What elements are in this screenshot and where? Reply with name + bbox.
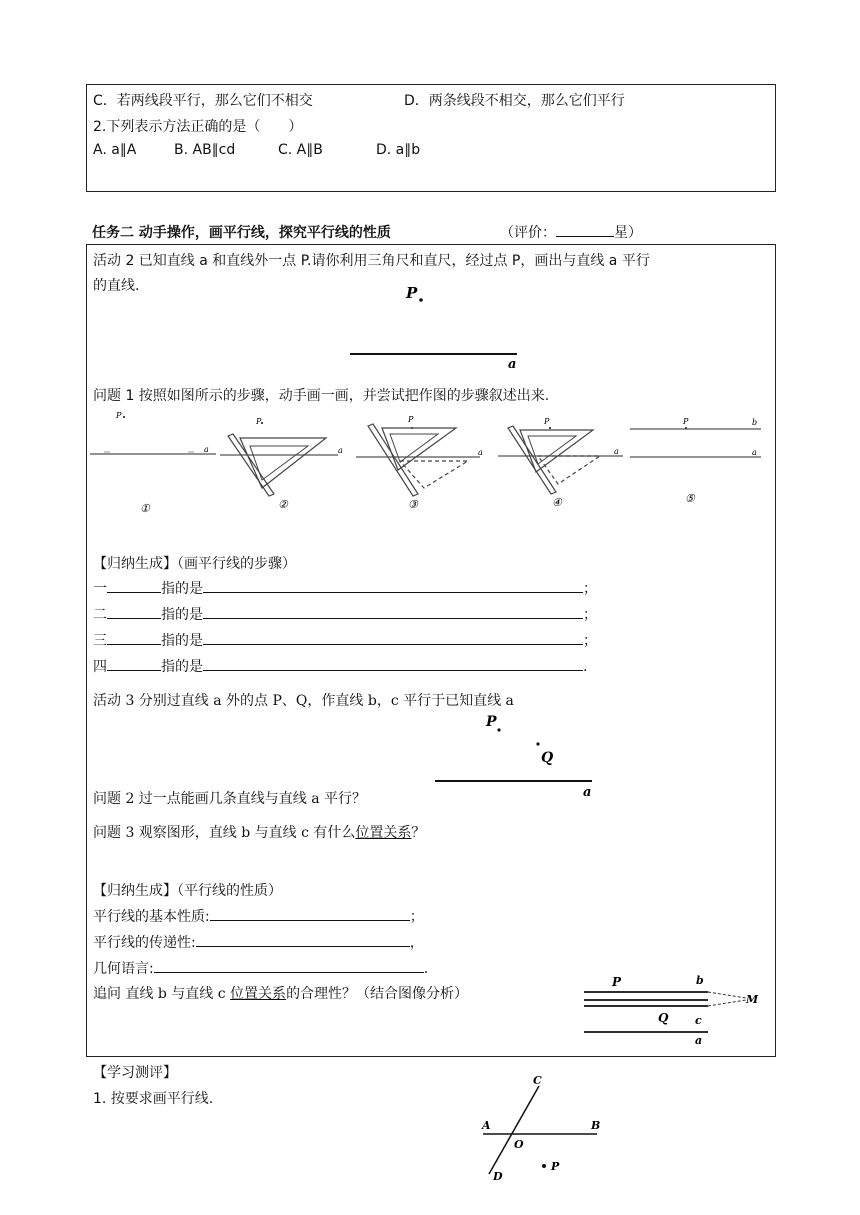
- step-4-figure: [498, 417, 623, 509]
- activity-2-text-cont: 的直线.: [93, 278, 140, 294]
- point-q-label: Q: [541, 750, 554, 766]
- point-q-label: Q: [658, 1011, 669, 1025]
- option-c-text: C．若两线段平行，那么它们不相交: [93, 93, 313, 109]
- step-blank-short[interactable]: [107, 631, 161, 645]
- q3-underlined: 位置关系: [355, 825, 412, 841]
- point-p-label: P: [486, 714, 497, 730]
- summary-1-heading: [93, 553, 296, 573]
- colon: :: [205, 909, 210, 925]
- summary-1-title: 【归纳生成】: [93, 556, 177, 572]
- line-a-label: a: [508, 357, 517, 372]
- line-m-lower: [708, 1000, 746, 1006]
- rating-suffix: 星）: [614, 225, 642, 241]
- colon: :: [149, 961, 154, 977]
- line-b-label: b: [696, 974, 704, 987]
- follow-underlined: 位置关系: [230, 986, 287, 1002]
- step-blank-long[interactable]: [203, 631, 583, 645]
- q2-option-a: A. a∥A: [93, 142, 137, 158]
- q2-option-b: B. AB∥cd: [174, 142, 236, 158]
- property-row-3: [93, 958, 428, 978]
- follow-after: 的合理性？（结合图像分析）: [286, 986, 469, 1002]
- step-1-figure: [90, 411, 216, 515]
- property-blank[interactable]: [210, 907, 410, 921]
- property-end: ；: [409, 909, 424, 925]
- line-cd: [489, 1086, 539, 1174]
- property-row-2: [93, 932, 424, 952]
- step-row-3: [93, 630, 597, 650]
- q3-before: 问题 3 观察图形，直线 b 与直线 c 有什么: [93, 825, 356, 841]
- step-row-end: ；: [583, 581, 597, 597]
- step-row-end: ；: [583, 607, 597, 623]
- svg-text:P: P: [544, 417, 550, 426]
- rating-prefix: （评价：: [500, 225, 556, 241]
- line-m-upper: [708, 992, 746, 998]
- step-row-num: 四: [93, 659, 107, 675]
- svg-text:P: P: [116, 411, 122, 420]
- property-label: 平行线的基本性质: [93, 909, 205, 925]
- step-row-num: 一: [93, 581, 107, 597]
- q2-option-d: D. a∥b: [376, 142, 421, 158]
- step-blank-long[interactable]: [203, 579, 583, 593]
- property-label: 平行线的传递性: [93, 935, 191, 951]
- line-a-label: a: [583, 785, 592, 800]
- point-c-label: C: [533, 1074, 542, 1087]
- step-row-mid: 指的是: [161, 659, 203, 675]
- step-blank-short[interactable]: [107, 657, 161, 671]
- point-a-label: A: [482, 1119, 491, 1132]
- step-blank-long[interactable]: [203, 657, 583, 671]
- step-row-mid: 指的是: [161, 633, 203, 649]
- assessment-q1: 1. 按要求画平行线.: [93, 1091, 214, 1107]
- colon: :: [191, 935, 196, 951]
- line-c-label: c: [695, 1014, 702, 1027]
- step-row-4: [93, 656, 587, 676]
- follow-before: 追问 直线 b 与直线 c: [93, 986, 231, 1002]
- step-row-num: 二: [93, 607, 107, 623]
- assessment-figure: [475, 1072, 615, 1182]
- svg-text:a: a: [478, 448, 483, 457]
- svg-text:a: a: [614, 447, 619, 456]
- property-blank[interactable]: [154, 959, 424, 973]
- point-p: [542, 1164, 546, 1168]
- step-5-figure: [630, 417, 761, 505]
- point-b-label: B: [591, 1119, 601, 1132]
- activity-3-figure: [430, 708, 600, 800]
- point-o-label: O: [514, 1138, 524, 1151]
- option-d-text: D．两条线段不相交，那么它们平行: [404, 93, 625, 109]
- step-4-label: ④: [552, 496, 562, 509]
- step-blank-long[interactable]: [203, 605, 583, 619]
- point-p-label: P: [551, 1160, 560, 1173]
- property-blank[interactable]: [196, 933, 410, 947]
- step-2-figure: [220, 417, 343, 511]
- line-a-label: a: [695, 1034, 703, 1047]
- step-row-mid: 指的是: [161, 581, 203, 597]
- svg-text:P: P: [256, 417, 262, 426]
- steps-figure: [88, 406, 773, 521]
- step-blank-short[interactable]: [107, 605, 161, 619]
- follow-up-figure: [578, 970, 768, 1050]
- property-end: ，: [409, 935, 424, 951]
- step-row-mid: 指的是: [161, 607, 203, 623]
- step-1-label: ①: [140, 502, 150, 515]
- step-5-label: ⑤: [685, 492, 695, 505]
- svg-text:P: P: [683, 417, 689, 426]
- task2-title: 任务二 动手操作，画平行线，探究平行线的性质: [92, 225, 391, 241]
- activity-3-text: 活动 3 分别过直线 a 外的点 P、Q，作直线 b，c 平行于已知直线 a: [93, 693, 514, 709]
- summary-2-subtitle: （平行线的性质）: [177, 883, 282, 899]
- point-m-label: M: [746, 993, 759, 1006]
- point-d-label: D: [493, 1170, 503, 1182]
- task2-rating: [500, 222, 642, 242]
- point-p-label: P: [612, 975, 622, 989]
- q3-after: ？: [411, 825, 426, 841]
- question-1-text: 问题 1 按照如图所示的步骤，动手画一画，并尝试把作图的步骤叙述出来.: [93, 388, 550, 404]
- svg-text:P: P: [408, 415, 414, 424]
- summary-1-subtitle: （画平行线的步骤）: [177, 556, 296, 572]
- step-row-end: .: [583, 659, 588, 675]
- step-row-2: [93, 604, 597, 624]
- summary-2-title: 【归纳生成】: [93, 883, 177, 899]
- step-blank-short[interactable]: [107, 579, 161, 593]
- svg-text:a: a: [752, 448, 757, 457]
- step-3-figure: [356, 415, 483, 511]
- question-2-text: 问题 2 过一点能画几条直线与直线 a 平行？: [93, 791, 367, 807]
- step-row-end: ；: [583, 633, 597, 649]
- summary-2-heading: [93, 880, 282, 900]
- activity-2-text: 活动 2 已知直线 a 和直线外一点 P.请你利用三角尺和直尺，经过点 P，画出与直线 a 平行: [93, 253, 650, 269]
- svg-text:a: a: [204, 445, 209, 454]
- property-label: 几何语言: [93, 961, 149, 977]
- question-3-text: [93, 822, 425, 842]
- svg-text:b: b: [752, 418, 758, 427]
- activity-2-figure: [340, 278, 540, 373]
- property-end: .: [423, 961, 429, 977]
- svg-text:a: a: [338, 446, 343, 455]
- q2-option-c: C. A∥B: [278, 142, 323, 158]
- property-row-1: [93, 906, 424, 926]
- step-3-label: ③: [408, 498, 418, 511]
- follow-up-text: [93, 983, 468, 1003]
- point-p-label: P: [406, 284, 418, 302]
- step-row-num: 三: [93, 633, 107, 649]
- point-p: [419, 298, 423, 302]
- step-2-label: ②: [278, 498, 288, 511]
- assessment-title: 【学习测评】: [93, 1065, 177, 1081]
- point-q: [536, 742, 539, 745]
- question-2-text: 2.下列表示方法正确的是（ ）: [93, 119, 303, 135]
- step-row-1: [93, 578, 597, 598]
- rating-blank[interactable]: [556, 223, 614, 237]
- point-p: [497, 728, 500, 731]
